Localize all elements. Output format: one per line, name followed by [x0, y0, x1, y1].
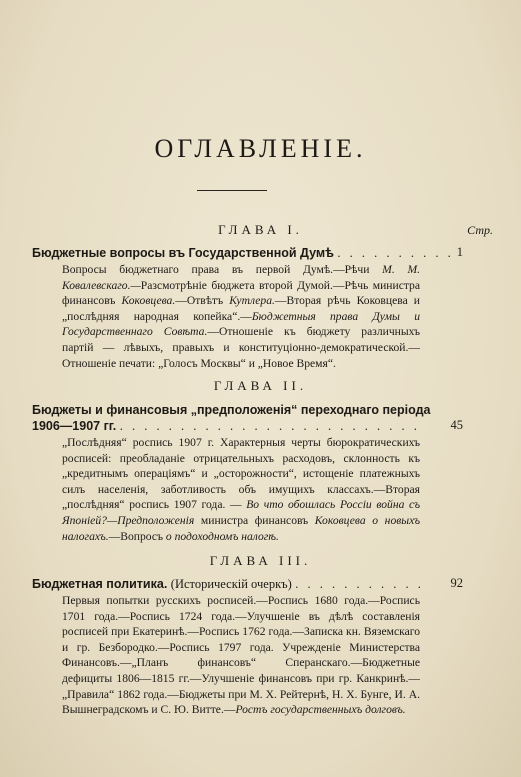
- chapter-1-description: Вопросы бюджетнаго права въ первой Думѣ.—Рѣчи М. М. Ковалевскаго.—Разсмотрѣніе бюджета второй Думой.—Рѣчь министра финансовъ Коковцева.—Отвѣтъ Кутлера.—Вторая рѣчь Коковцева и „послѣдняя народная копейка“.—Бюджетныя права Думы и Государственнаго Совѣта.—Отношеніе къ бюджету различныхъ партій — лѣвыхъ, правыхъ и конституціонно-демократической.—Отношеніе печати: „Голосъ Москвы“ и „Новое Время“.: [62, 263, 421, 370]
- chapter-1-entry-title: Бюджетные вопросы въ Государственной Думѣ: [32, 246, 334, 260]
- page-column-header: Стр.: [467, 223, 493, 237]
- chapter-3-entry-dots: . . . . . . . . . . .: [295, 577, 424, 591]
- chapter-1-entry-dots: . . . . . . . . . .: [337, 246, 454, 260]
- chapter-2-heading: ГЛАВА II.: [213, 378, 308, 393]
- chapter-1-page-number: 1: [456, 245, 463, 259]
- chapter-2-page-number: 45: [450, 418, 463, 432]
- chapter-2-description: „Послѣдняя“ роспись 1907 г. Характерныя черты бюрократическихъ росписей: преобладаніе отрицательныхъ расходовъ, склонность къ „кредитнымъ операціямъ“ и „осторожности“, истощеніе платежныхъ силъ населенія, заботливость объ имущихъ классахъ.—Вторая „послѣдняя“ роспись 1907 года. — Во что обошлась Россіи война съ Японіей?—Предположенія министра финансовъ Коковцева о новыхъ налогахъ.—Вопросъ о подоходномъ налогѣ.: [62, 436, 420, 543]
- chapter-2-entry-line-1: Бюджеты и финансовыя „предположенія“ переходнаго періода: [32, 403, 431, 417]
- chapter-3-entry-subtitle: (Историческій очеркъ): [170, 577, 292, 591]
- chapter-1-heading: ГЛАВА I.: [218, 222, 303, 237]
- title-divider: [197, 190, 267, 191]
- chapter-2-entry-line-2: [32, 418, 468, 434]
- chapter-3-description: Первыя попытки русскихъ росписей.—Роспись 1680 года.—Роспись 1701 года.—Роспись 1724 года.—Улучшеніе въ дѣлѣ составленія росписей при Екатеринѣ.—Роспись 1762 года.—Записка кн. Вяземскаго и гр. Безбородко.—Роспись 1797 года. Учрежденіе Министерства Финансовъ.—„Планъ финансовъ“ Сперанскаго.—Бюджетные дефициты 1806—1815 гг.—Улучшеніе финансовъ при гр. Канкринѣ.—„Правила“ 1862 года.—Бюджеты при М. Х. Рейтернѣ, Н. Х. Бунге, И. А. Вышнеградскомъ и С. Ю. Витте.—Ростъ государственныхъ долговъ.: [62, 594, 420, 717]
- chapter-2-entry-years: 1906—1907 гг.: [32, 419, 117, 433]
- chapter-3-entry-title: Бюджетная политика.: [32, 577, 168, 591]
- chapter-3-page-number: 92: [450, 576, 463, 590]
- chapter-2-entry-dots: . . . . . . . . . . . . . . . . . . . . . . . . .: [119, 419, 420, 433]
- page-title: ОГЛАВЛЕНІЕ.: [154, 134, 367, 163]
- chapter-3-heading: ГЛАВА III.: [209, 553, 312, 568]
- chapter-1-entry: [32, 245, 468, 261]
- chapter-3-entry: [32, 576, 468, 592]
